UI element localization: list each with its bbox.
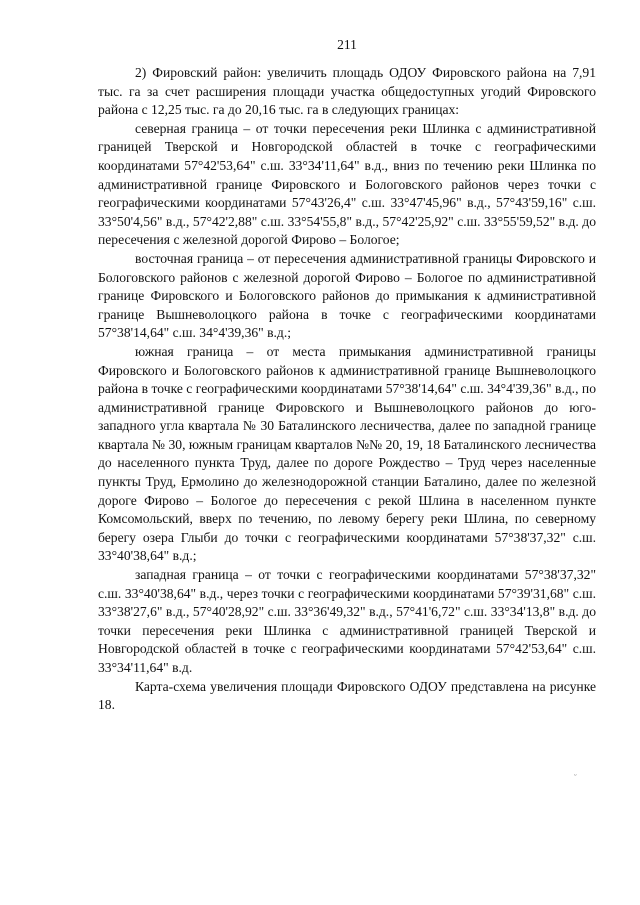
paragraph-north-border: северная граница – от точки пересечения реки Шлинка с административной границей Тверской и Новгородской областей в точке с географическими координатами 57°42'53,64" с.ш. 33°34'11,64" в.д., вниз по течению реки Шлинка по административной границе Фировского и Бологовского районов через точки с географическими координатами 57°43'26,4" с.ш. 33°47'45,96" в.д., 57°43'59,16" с.ш. 33°50'4,56" в.д., 57°42'2,88" с.ш. 33°54'55,8" в.д., 57°42'25,92" с.ш. 33°55'59,52" в.д. до пересечения с железной дорогой Фирово – Бологое; — [98, 120, 596, 248]
document-page — [98, 36, 596, 715]
page-number: 211 — [337, 37, 357, 52]
paragraph-west-border: западная граница – от точки с географическими координатами 57°38'37,32" с.ш. 33°40'38,64" в.д., через точки с географическими координатами 57°39'31,68" с.ш. 33°38'27,6" в.д., 57°40'28,92" с.ш. 33°36'49,32" в.д., 57°41'6,72" с.ш. 33°34'13,8" в.д. до точки пересечения реки Шлинка с административной границей Тверской и Новгородской областей в точке с географическими координатами 57°42'53,64" с.ш. 33°34'11,64" в.д. — [98, 567, 596, 675]
paragraph-south-border: южная граница – от места примыкания административной границы Фировского и Бологовского районов к административной границе Вышневолоцкого района в точке с географическими координатами 57°38'14,64" с.ш. 34°4'39,36" в.д., по административной границе Фировского и Вышневолоцкого районов до юго-западного угла квартала № 30 Баталинского лесничества, далее по западной границе квартала № 30, южным границам кварталов №№ 20, 19, 18 Баталинского лесничества до населенного пункта Труд, далее по дороге Рождество – Труд через населенные пункты Труд, Ермолино до железнодорожной станции Баталино, далее по железной дороге Фирово – Бологое до пересечения с рекой Шлина в населенном пункте Комсомольский, вверх по течению, по левому берегу реки Шлина, по северному берегу озера Глыби до точки с географическими координатами 57°38'37,32" с.ш. 33°40'38,64" в.д.; — [98, 343, 596, 564]
paragraph-map-reference: Карта-схема увеличения площади Фировского ОДОУ представлена на рисунке 18. — [98, 678, 596, 713]
paragraph-east-border: восточная граница – от пересечения административной границы Фировского и Бологовского районов с железной дорогой Фирово – Бологое по административной границе Фировского и Бологовского районов до примыкания к административной границе Вышневолоцкого района в точке с географическими координатами 57°38'14,64" с.ш. 34°4'39,36" в.д.; — [98, 250, 596, 341]
paragraph-firovsky-district: 2) Фировский район: увеличить площадь ОДОУ Фировского района на 7,91 тыс. га за счет расширения площади участка общедоступных угодий Фировского района с 12,25 тыс. га до 20,16 тыс. га в следующих границах: — [98, 65, 596, 118]
scan-mark: ᵕ — [574, 770, 577, 780]
